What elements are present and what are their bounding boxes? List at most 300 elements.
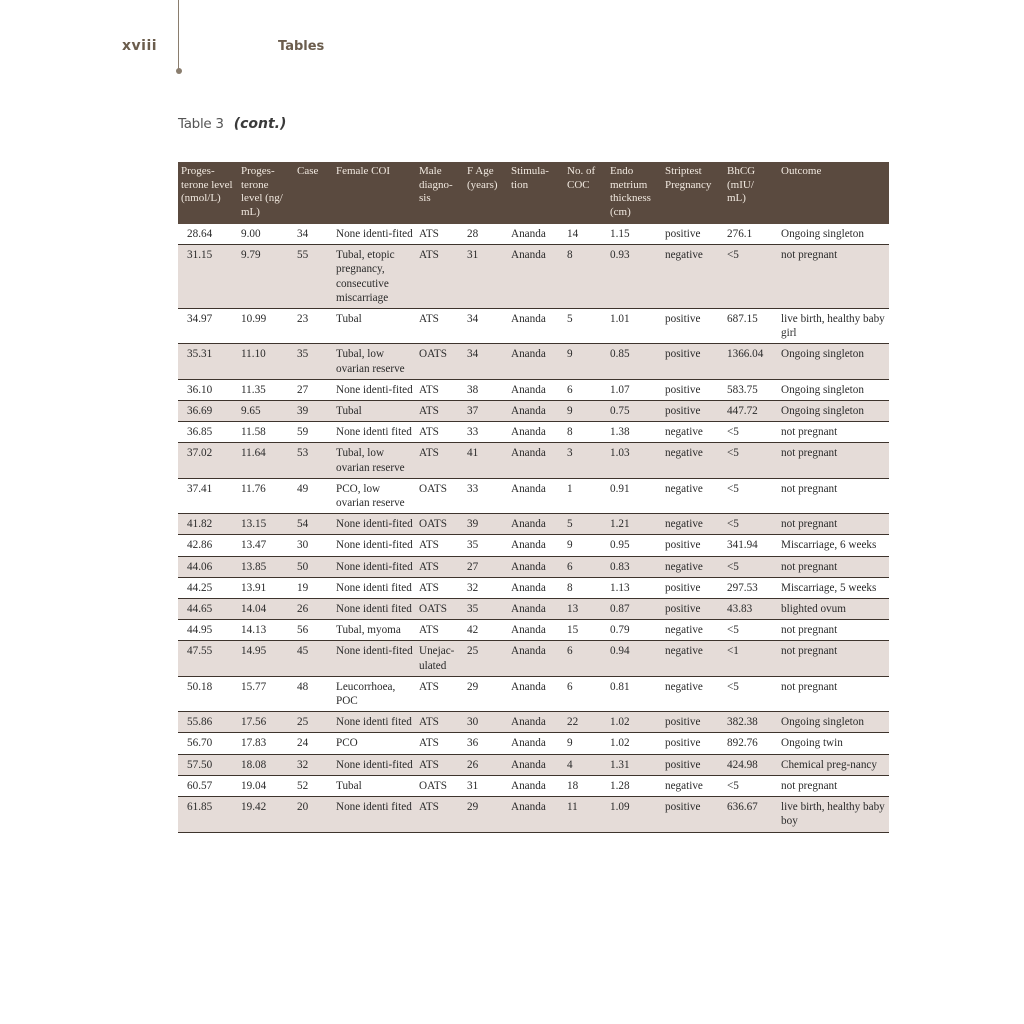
case-cell: 25	[294, 712, 333, 733]
column-header: Striptest Pregnancy	[662, 162, 724, 224]
case-cell: 55	[294, 245, 333, 309]
header-divider	[178, 0, 179, 70]
table-row	[178, 599, 889, 620]
stimulation-cell: Ananda	[508, 224, 564, 245]
female-coi-cell: Tubal, etopic pregnancy, consecutive miscarriage	[333, 245, 416, 309]
female-coi-cell: Tubal	[333, 309, 416, 344]
table-row	[178, 775, 889, 796]
stimulation-cell: Ananda	[508, 344, 564, 379]
outcome-cell: not pregnant	[778, 478, 889, 513]
endometrium-cell: 0.83	[607, 556, 662, 577]
endometrium-cell: 1.01	[607, 309, 662, 344]
stimulation-cell: Ananda	[508, 478, 564, 513]
striptest-cell: positive	[662, 599, 724, 620]
case-cell: 24	[294, 733, 333, 754]
coc-count-cell: 6	[564, 641, 607, 676]
striptest-cell: positive	[662, 733, 724, 754]
stimulation-cell: Ananda	[508, 556, 564, 577]
f-age-cell: 29	[464, 797, 508, 832]
stimulation-cell: Ananda	[508, 514, 564, 535]
female-coi-cell: None identi-fited	[333, 379, 416, 400]
column-header: F Age (years)	[464, 162, 508, 224]
stimulation-cell: Ananda	[508, 401, 564, 422]
male-diagnosis-cell: OATS	[416, 599, 464, 620]
f-age-cell: 30	[464, 712, 508, 733]
outcome-cell: not pregnant	[778, 620, 889, 641]
f-age-cell: 34	[464, 344, 508, 379]
f-age-cell: 39	[464, 514, 508, 535]
coc-count-cell: 15	[564, 620, 607, 641]
progesterone-nmol-cell: 28.64	[178, 224, 238, 245]
endometrium-cell: 0.95	[607, 535, 662, 556]
table-header-row	[178, 162, 889, 224]
outcome-cell: live birth, healthy baby girl	[778, 309, 889, 344]
progesterone-ng-cell: 13.91	[238, 577, 294, 598]
male-diagnosis-cell: ATS	[416, 535, 464, 556]
progesterone-ng-cell: 15.77	[238, 676, 294, 711]
table-row	[178, 443, 889, 478]
progesterone-ng-cell: 11.58	[238, 422, 294, 443]
male-diagnosis-cell: ATS	[416, 676, 464, 711]
stimulation-cell: Ananda	[508, 733, 564, 754]
case-cell: 49	[294, 478, 333, 513]
striptest-cell: negative	[662, 641, 724, 676]
progesterone-ng-cell: 11.10	[238, 344, 294, 379]
outcome-cell: live birth, healthy baby boy	[778, 797, 889, 832]
progesterone-ng-cell: 17.83	[238, 733, 294, 754]
progesterone-ng-cell: 13.47	[238, 535, 294, 556]
female-coi-cell: None identi fited	[333, 599, 416, 620]
bhcg-cell: 636.67	[724, 797, 778, 832]
case-cell: 45	[294, 641, 333, 676]
female-coi-cell: PCO	[333, 733, 416, 754]
progesterone-nmol-cell: 50.18	[178, 676, 238, 711]
table-row	[178, 712, 889, 733]
bhcg-cell: <5	[724, 478, 778, 513]
table-row	[178, 733, 889, 754]
endometrium-cell: 0.93	[607, 245, 662, 309]
coc-count-cell: 9	[564, 535, 607, 556]
progesterone-ng-cell: 11.76	[238, 478, 294, 513]
bhcg-cell: <1	[724, 641, 778, 676]
striptest-cell: positive	[662, 309, 724, 344]
progesterone-nmol-cell: 60.57	[178, 775, 238, 796]
outcome-cell: not pregnant	[778, 514, 889, 535]
case-cell: 20	[294, 797, 333, 832]
striptest-cell: negative	[662, 556, 724, 577]
coc-count-cell: 14	[564, 224, 607, 245]
stimulation-cell: Ananda	[508, 422, 564, 443]
endometrium-cell: 0.94	[607, 641, 662, 676]
progesterone-ng-cell: 11.64	[238, 443, 294, 478]
female-coi-cell: Tubal, low ovarian reserve	[333, 443, 416, 478]
f-age-cell: 33	[464, 422, 508, 443]
outcome-cell: Ongoing singleton	[778, 401, 889, 422]
section-title: Tables	[278, 39, 325, 54]
coc-count-cell: 8	[564, 577, 607, 598]
outcome-cell: not pregnant	[778, 676, 889, 711]
progesterone-ng-cell: 13.85	[238, 556, 294, 577]
male-diagnosis-cell: ATS	[416, 245, 464, 309]
f-age-cell: 33	[464, 478, 508, 513]
f-age-cell: 41	[464, 443, 508, 478]
progesterone-ng-cell: 18.08	[238, 754, 294, 775]
table-body	[178, 224, 889, 832]
progesterone-ng-cell: 10.99	[238, 309, 294, 344]
male-diagnosis-cell: ATS	[416, 712, 464, 733]
female-coi-cell: None identi-fited	[333, 641, 416, 676]
case-cell: 56	[294, 620, 333, 641]
coc-count-cell: 22	[564, 712, 607, 733]
page-number: xviii	[122, 38, 158, 54]
coc-count-cell: 5	[564, 514, 607, 535]
column-header: Proges-terone level (nmol/L)	[178, 162, 238, 224]
male-diagnosis-cell: ATS	[416, 577, 464, 598]
outcome-cell: Ongoing singleton	[778, 344, 889, 379]
coc-count-cell: 13	[564, 599, 607, 620]
progesterone-nmol-cell: 36.69	[178, 401, 238, 422]
coc-count-cell: 8	[564, 422, 607, 443]
progesterone-ng-cell: 17.56	[238, 712, 294, 733]
female-coi-cell: None identi fited	[333, 797, 416, 832]
progesterone-nmol-cell: 31.15	[178, 245, 238, 309]
case-cell: 50	[294, 556, 333, 577]
coc-count-cell: 9	[564, 344, 607, 379]
case-cell: 32	[294, 754, 333, 775]
case-cell: 19	[294, 577, 333, 598]
bhcg-cell: 341.94	[724, 535, 778, 556]
bhcg-cell: 447.72	[724, 401, 778, 422]
striptest-cell: positive	[662, 224, 724, 245]
table-row	[178, 224, 889, 245]
bhcg-cell: 1366.04	[724, 344, 778, 379]
progesterone-nmol-cell: 55.86	[178, 712, 238, 733]
outcome-cell: not pregnant	[778, 775, 889, 796]
coc-count-cell: 3	[564, 443, 607, 478]
outcome-cell: blighted ovum	[778, 599, 889, 620]
female-coi-cell: None identi-fited	[333, 224, 416, 245]
case-cell: 52	[294, 775, 333, 796]
coc-count-cell: 5	[564, 309, 607, 344]
outcome-cell: Miscarriage, 6 weeks	[778, 535, 889, 556]
striptest-cell: negative	[662, 478, 724, 513]
female-coi-cell: None identi-fited	[333, 556, 416, 577]
endometrium-cell: 1.03	[607, 443, 662, 478]
column-header: Case	[294, 162, 333, 224]
progesterone-ng-cell: 19.04	[238, 775, 294, 796]
striptest-cell: negative	[662, 514, 724, 535]
outcome-cell: Ongoing singleton	[778, 379, 889, 400]
bhcg-cell: 382.38	[724, 712, 778, 733]
striptest-cell: positive	[662, 712, 724, 733]
coc-count-cell: 6	[564, 556, 607, 577]
stimulation-cell: Ananda	[508, 775, 564, 796]
striptest-cell: positive	[662, 754, 724, 775]
table-row	[178, 797, 889, 832]
progesterone-nmol-cell: 35.31	[178, 344, 238, 379]
endometrium-cell: 1.09	[607, 797, 662, 832]
male-diagnosis-cell: OATS	[416, 514, 464, 535]
f-age-cell: 37	[464, 401, 508, 422]
endometrium-cell: 0.75	[607, 401, 662, 422]
male-diagnosis-cell: ATS	[416, 733, 464, 754]
table-row	[178, 422, 889, 443]
progesterone-ng-cell: 14.04	[238, 599, 294, 620]
coc-count-cell: 1	[564, 478, 607, 513]
coc-count-cell: 4	[564, 754, 607, 775]
striptest-cell: positive	[662, 577, 724, 598]
outcome-cell: not pregnant	[778, 422, 889, 443]
female-coi-cell: Leucorrhoea, POC	[333, 676, 416, 711]
stimulation-cell: Ananda	[508, 379, 564, 400]
endometrium-cell: 1.02	[607, 712, 662, 733]
outcome-cell: Ongoing singleton	[778, 712, 889, 733]
progesterone-nmol-cell: 34.97	[178, 309, 238, 344]
male-diagnosis-cell: OATS	[416, 775, 464, 796]
endometrium-cell: 1.13	[607, 577, 662, 598]
f-age-cell: 38	[464, 379, 508, 400]
coc-count-cell: 18	[564, 775, 607, 796]
table-row	[178, 577, 889, 598]
female-coi-cell: None identi fited	[333, 577, 416, 598]
case-cell: 48	[294, 676, 333, 711]
outcome-cell: not pregnant	[778, 245, 889, 309]
f-age-cell: 25	[464, 641, 508, 676]
striptest-cell: negative	[662, 443, 724, 478]
progesterone-nmol-cell: 44.06	[178, 556, 238, 577]
outcome-cell: Ongoing twin	[778, 733, 889, 754]
striptest-cell: negative	[662, 245, 724, 309]
male-diagnosis-cell: ATS	[416, 401, 464, 422]
coc-count-cell: 8	[564, 245, 607, 309]
bhcg-cell: <5	[724, 245, 778, 309]
table-row	[178, 620, 889, 641]
outcome-cell: Miscarriage, 5 weeks	[778, 577, 889, 598]
striptest-cell: positive	[662, 535, 724, 556]
progesterone-nmol-cell: 44.25	[178, 577, 238, 598]
progesterone-nmol-cell: 44.65	[178, 599, 238, 620]
progesterone-ng-cell: 19.42	[238, 797, 294, 832]
stimulation-cell: Ananda	[508, 245, 564, 309]
progesterone-nmol-cell: 36.85	[178, 422, 238, 443]
progesterone-nmol-cell: 37.41	[178, 478, 238, 513]
f-age-cell: 31	[464, 775, 508, 796]
progesterone-nmol-cell: 56.70	[178, 733, 238, 754]
case-cell: 34	[294, 224, 333, 245]
column-header: Proges-terone level (ng/ mL)	[238, 162, 294, 224]
data-table	[178, 162, 889, 833]
column-header: Female COI	[333, 162, 416, 224]
table-cont-label: (cont.)	[233, 116, 287, 132]
endometrium-cell: 1.38	[607, 422, 662, 443]
bhcg-cell: 892.76	[724, 733, 778, 754]
table-row	[178, 344, 889, 379]
stimulation-cell: Ananda	[508, 309, 564, 344]
progesterone-nmol-cell: 44.95	[178, 620, 238, 641]
case-cell: 39	[294, 401, 333, 422]
outcome-cell: Chemical preg-nancy	[778, 754, 889, 775]
case-cell: 26	[294, 599, 333, 620]
endometrium-cell: 0.85	[607, 344, 662, 379]
stimulation-cell: Ananda	[508, 620, 564, 641]
male-diagnosis-cell: ATS	[416, 443, 464, 478]
progesterone-nmol-cell: 47.55	[178, 641, 238, 676]
f-age-cell: 29	[464, 676, 508, 711]
case-cell: 59	[294, 422, 333, 443]
column-header: Endo metrium thickness (cm)	[607, 162, 662, 224]
table-row	[178, 245, 889, 309]
column-header: Male diagno-sis	[416, 162, 464, 224]
f-age-cell: 31	[464, 245, 508, 309]
table-row	[178, 676, 889, 711]
table-row	[178, 379, 889, 400]
bhcg-cell: 687.15	[724, 309, 778, 344]
female-coi-cell: Tubal	[333, 775, 416, 796]
female-coi-cell: Tubal	[333, 401, 416, 422]
endometrium-cell: 1.15	[607, 224, 662, 245]
stimulation-cell: Ananda	[508, 641, 564, 676]
coc-count-cell: 9	[564, 401, 607, 422]
striptest-cell: positive	[662, 797, 724, 832]
progesterone-ng-cell: 14.13	[238, 620, 294, 641]
male-diagnosis-cell: OATS	[416, 344, 464, 379]
outcome-cell: not pregnant	[778, 641, 889, 676]
endometrium-cell: 0.87	[607, 599, 662, 620]
progesterone-ng-cell: 9.79	[238, 245, 294, 309]
column-header: Stimula-tion	[508, 162, 564, 224]
bhcg-cell: <5	[724, 556, 778, 577]
stimulation-cell: Ananda	[508, 676, 564, 711]
striptest-cell: negative	[662, 620, 724, 641]
column-header: No. of COC	[564, 162, 607, 224]
coc-count-cell: 6	[564, 379, 607, 400]
striptest-cell: positive	[662, 344, 724, 379]
table-row	[178, 401, 889, 422]
male-diagnosis-cell: ATS	[416, 754, 464, 775]
progesterone-nmol-cell: 41.82	[178, 514, 238, 535]
female-coi-cell: PCO, low ovarian reserve	[333, 478, 416, 513]
male-diagnosis-cell: ATS	[416, 620, 464, 641]
stimulation-cell: Ananda	[508, 577, 564, 598]
endometrium-cell: 0.81	[607, 676, 662, 711]
table-row	[178, 514, 889, 535]
outcome-cell: Ongoing singleton	[778, 224, 889, 245]
male-diagnosis-cell: ATS	[416, 379, 464, 400]
bhcg-cell: 583.75	[724, 379, 778, 400]
female-coi-cell: Tubal, myoma	[333, 620, 416, 641]
male-diagnosis-cell: ATS	[416, 309, 464, 344]
striptest-cell: negative	[662, 775, 724, 796]
stimulation-cell: Ananda	[508, 797, 564, 832]
female-coi-cell: None identi fited	[333, 422, 416, 443]
outcome-cell: not pregnant	[778, 556, 889, 577]
coc-count-cell: 9	[564, 733, 607, 754]
stimulation-cell: Ananda	[508, 712, 564, 733]
male-diagnosis-cell: ATS	[416, 556, 464, 577]
bhcg-cell: <5	[724, 443, 778, 478]
progesterone-nmol-cell: 61.85	[178, 797, 238, 832]
male-diagnosis-cell: OATS	[416, 478, 464, 513]
striptest-cell: positive	[662, 401, 724, 422]
female-coi-cell: Tubal, low ovarian reserve	[333, 344, 416, 379]
case-cell: 53	[294, 443, 333, 478]
table-row	[178, 478, 889, 513]
female-coi-cell: None identi fited	[333, 712, 416, 733]
endometrium-cell: 1.31	[607, 754, 662, 775]
column-header: BhCG (mIU/ mL)	[724, 162, 778, 224]
bhcg-cell: <5	[724, 620, 778, 641]
male-diagnosis-cell: ATS	[416, 797, 464, 832]
endometrium-cell: 0.91	[607, 478, 662, 513]
endometrium-cell: 1.21	[607, 514, 662, 535]
endometrium-cell: 1.07	[607, 379, 662, 400]
case-cell: 30	[294, 535, 333, 556]
table-row	[178, 535, 889, 556]
bhcg-cell: <5	[724, 514, 778, 535]
column-header: Outcome	[778, 162, 889, 224]
f-age-cell: 36	[464, 733, 508, 754]
bhcg-cell: 43.83	[724, 599, 778, 620]
striptest-cell: negative	[662, 422, 724, 443]
progesterone-ng-cell: 14.95	[238, 641, 294, 676]
striptest-cell: positive	[662, 379, 724, 400]
f-age-cell: 34	[464, 309, 508, 344]
f-age-cell: 42	[464, 620, 508, 641]
endometrium-cell: 1.28	[607, 775, 662, 796]
outcome-cell: not pregnant	[778, 443, 889, 478]
female-coi-cell: None identi-fited	[333, 754, 416, 775]
table-row	[178, 556, 889, 577]
progesterone-nmol-cell: 57.50	[178, 754, 238, 775]
f-age-cell: 32	[464, 577, 508, 598]
stimulation-cell: Ananda	[508, 535, 564, 556]
f-age-cell: 35	[464, 599, 508, 620]
progesterone-nmol-cell: 42.86	[178, 535, 238, 556]
stimulation-cell: Ananda	[508, 443, 564, 478]
case-cell: 27	[294, 379, 333, 400]
stimulation-cell: Ananda	[508, 754, 564, 775]
female-coi-cell: None identi-fited	[333, 514, 416, 535]
case-cell: 54	[294, 514, 333, 535]
table-row	[178, 754, 889, 775]
coc-count-cell: 6	[564, 676, 607, 711]
progesterone-ng-cell: 11.35	[238, 379, 294, 400]
progesterone-ng-cell: 13.15	[238, 514, 294, 535]
female-coi-cell: None identi-fited	[333, 535, 416, 556]
endometrium-cell: 0.79	[607, 620, 662, 641]
coc-count-cell: 11	[564, 797, 607, 832]
progesterone-ng-cell: 9.65	[238, 401, 294, 422]
male-diagnosis-cell: ATS	[416, 422, 464, 443]
male-diagnosis-cell: Unejac-ulated	[416, 641, 464, 676]
bhcg-cell: <5	[724, 422, 778, 443]
case-cell: 23	[294, 309, 333, 344]
table-label: Table 3	[178, 116, 224, 132]
f-age-cell: 26	[464, 754, 508, 775]
striptest-cell: negative	[662, 676, 724, 711]
bhcg-cell: 424.98	[724, 754, 778, 775]
bhcg-cell: 276.1	[724, 224, 778, 245]
bhcg-cell: <5	[724, 775, 778, 796]
f-age-cell: 28	[464, 224, 508, 245]
f-age-cell: 35	[464, 535, 508, 556]
header-divider-dot	[176, 68, 182, 74]
male-diagnosis-cell: ATS	[416, 224, 464, 245]
table-row	[178, 641, 889, 676]
table-caption	[178, 116, 286, 132]
bhcg-cell: <5	[724, 676, 778, 711]
bhcg-cell: 297.53	[724, 577, 778, 598]
